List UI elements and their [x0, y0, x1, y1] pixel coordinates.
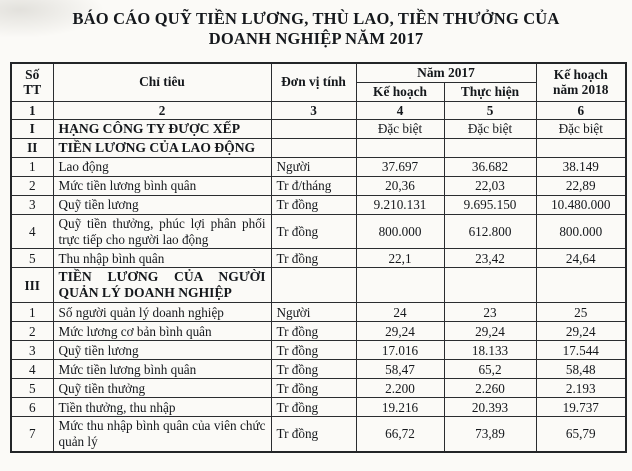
cell-ke-hoach-2017: 2.200 — [356, 379, 444, 398]
cell-ke-hoach-2018: 22,89 — [536, 177, 626, 196]
column-number: 3 — [271, 101, 356, 120]
cell-ke-hoach-2017: 66,72 — [356, 417, 444, 452]
cell-ke-hoach-2018: 19.737 — [536, 398, 626, 417]
cell-stt: II — [11, 139, 53, 158]
cell-stt: 2 — [11, 322, 53, 341]
cell-thuc-hien-2017: 9.695.150 — [444, 196, 536, 215]
cell-don-vi-tinh: Tr đồng — [271, 379, 356, 398]
cell-ke-hoach-2018: 17.544 — [536, 341, 626, 360]
header-ke-hoach-2018: Kế hoạch năm 2018 — [536, 63, 626, 101]
cell-ke-hoach-2018: 10.480.000 — [536, 196, 626, 215]
cell-stt: 1 — [11, 303, 53, 322]
cell-stt: 5 — [11, 249, 53, 268]
column-number-row — [11, 101, 626, 120]
cell-ke-hoach-2017: 37.697 — [356, 158, 444, 177]
cell-chi-tieu: Lao động — [53, 158, 271, 177]
cell-don-vi-tinh: Tr đồng — [271, 360, 356, 379]
cell-chi-tieu: Quỹ tiền thưởng — [53, 379, 271, 398]
cell-ke-hoach-2018: 25 — [536, 303, 626, 322]
cell-ke-hoach-2018 — [536, 139, 626, 158]
cell-stt: 1 — [11, 158, 53, 177]
cell-thuc-hien-2017: 65,2 — [444, 360, 536, 379]
cell-thuc-hien-2017 — [444, 139, 536, 158]
table-row — [11, 360, 626, 379]
cell-don-vi-tinh: Tr đồng — [271, 322, 356, 341]
cell-don-vi-tinh: Tr đồng — [271, 215, 356, 249]
cell-chi-tieu: TIỀN LƯƠNG CỦA NGƯỜI QUẢN LÝ DOANH NGHIỆP — [53, 268, 271, 303]
cell-ke-hoach-2017: 22,1 — [356, 249, 444, 268]
cell-chi-tieu: Tiền thưởng, thu nhập — [53, 398, 271, 417]
cell-don-vi-tinh: Tr đồng — [271, 196, 356, 215]
cell-stt: 7 — [11, 417, 53, 452]
cell-ke-hoach-2017: 20,36 — [356, 177, 444, 196]
table-row — [11, 417, 626, 452]
cell-thuc-hien-2017: 2.260 — [444, 379, 536, 398]
cell-ke-hoach-2017: 17.016 — [356, 341, 444, 360]
cell-ke-hoach-2017: 800.000 — [356, 215, 444, 249]
cell-thuc-hien-2017: 36.682 — [444, 158, 536, 177]
cell-don-vi-tinh: Tr đ/tháng — [271, 177, 356, 196]
cell-don-vi-tinh — [271, 268, 356, 303]
cell-stt: 4 — [11, 360, 53, 379]
cell-chi-tieu: Mức thu nhập bình quân của viên chức quản lý — [53, 417, 271, 452]
table-body — [11, 120, 626, 452]
cell-chi-tieu: Quỹ tiền lương — [53, 196, 271, 215]
cell-thuc-hien-2017: 20.393 — [444, 398, 536, 417]
cell-thuc-hien-2017: 23 — [444, 303, 536, 322]
cell-chi-tieu: Quỹ tiền lương — [53, 341, 271, 360]
cell-ke-hoach-2018: 58,48 — [536, 360, 626, 379]
cell-stt: 3 — [11, 341, 53, 360]
cell-chi-tieu: Số người quản lý doanh nghiệp — [53, 303, 271, 322]
cell-don-vi-tinh: Người — [271, 158, 356, 177]
cell-don-vi-tinh — [271, 120, 356, 139]
cell-stt: 4 — [11, 215, 53, 249]
cell-ke-hoach-2018: 800.000 — [536, 215, 626, 249]
table-row — [11, 268, 626, 303]
column-number: 5 — [444, 101, 536, 120]
cell-thuc-hien-2017: 18.133 — [444, 341, 536, 360]
header-don-vi-tinh: Đơn vị tính — [271, 63, 356, 101]
document-title — [0, 9, 632, 48]
table-row — [11, 139, 626, 158]
title-line-1: BÁO CÁO QUỸ TIỀN LƯƠNG, THÙ LAO, TIỀN THƯỞNG CỦA — [72, 9, 560, 28]
table-row — [11, 177, 626, 196]
cell-ke-hoach-2017: 19.216 — [356, 398, 444, 417]
cell-ke-hoach-2018: Đặc biệt — [536, 120, 626, 139]
cell-stt: III — [11, 268, 53, 303]
cell-stt: 3 — [11, 196, 53, 215]
cell-ke-hoach-2018: 38.149 — [536, 158, 626, 177]
cell-ke-hoach-2017: Đặc biệt — [356, 120, 444, 139]
cell-don-vi-tinh: Tr đồng — [271, 249, 356, 268]
cell-thuc-hien-2017: 22,03 — [444, 177, 536, 196]
cell-thuc-hien-2017 — [444, 268, 536, 303]
cell-ke-hoach-2017 — [356, 139, 444, 158]
table-row — [11, 158, 626, 177]
cell-ke-hoach-2017: 24 — [356, 303, 444, 322]
cell-ke-hoach-2017: 29,24 — [356, 322, 444, 341]
cell-ke-hoach-2017: 9.210.131 — [356, 196, 444, 215]
table-row — [11, 303, 626, 322]
table-row — [11, 120, 626, 139]
cell-ke-hoach-2018: 24,64 — [536, 249, 626, 268]
table-row — [11, 322, 626, 341]
column-number: 2 — [53, 101, 271, 120]
header-thuc-hien: Thực hiện — [444, 82, 536, 101]
cell-chi-tieu: Mức tiền lương bình quân — [53, 360, 271, 379]
header-chi-tieu: Chỉ tiêu — [53, 63, 271, 101]
cell-don-vi-tinh: Tr đồng — [271, 341, 356, 360]
header-stt: Số TT — [11, 63, 53, 101]
table-row — [11, 379, 626, 398]
cell-chi-tieu: HẠNG CÔNG TY ĐƯỢC XẾP — [53, 120, 271, 139]
table-row — [11, 215, 626, 249]
title-line-2: DOANH NGHIỆP NĂM 2017 — [208, 28, 424, 48]
cell-don-vi-tinh — [271, 139, 356, 158]
cell-ke-hoach-2017: 58,47 — [356, 360, 444, 379]
column-number: 4 — [356, 101, 444, 120]
table-row — [11, 398, 626, 417]
cell-stt: 6 — [11, 398, 53, 417]
cell-ke-hoach-2018: 65,79 — [536, 417, 626, 452]
table-row — [11, 196, 626, 215]
cell-ke-hoach-2018: 2.193 — [536, 379, 626, 398]
header-nam-2017: Năm 2017 — [356, 63, 536, 82]
cell-ke-hoach-2018: 29,24 — [536, 322, 626, 341]
column-number: 6 — [536, 101, 626, 120]
cell-chi-tieu: Thu nhập bình quân — [53, 249, 271, 268]
cell-thuc-hien-2017: 23,42 — [444, 249, 536, 268]
cell-ke-hoach-2017 — [356, 268, 444, 303]
cell-thuc-hien-2017: Đặc biệt — [444, 120, 536, 139]
cell-chi-tieu: TIỀN LƯƠNG CỦA LAO ĐỘNG — [53, 139, 271, 158]
cell-chi-tieu: Mức tiền lương bình quân — [53, 177, 271, 196]
cell-chi-tieu: Mức lương cơ bản bình quân — [53, 322, 271, 341]
cell-thuc-hien-2017: 612.800 — [444, 215, 536, 249]
column-number: 1 — [11, 101, 53, 120]
cell-don-vi-tinh: Tr đồng — [271, 417, 356, 452]
header-ke-hoach: Kế hoạch — [356, 82, 444, 101]
salary-report-table — [10, 62, 627, 453]
cell-don-vi-tinh: Người — [271, 303, 356, 322]
cell-stt: I — [11, 120, 53, 139]
cell-thuc-hien-2017: 73,89 — [444, 417, 536, 452]
cell-ke-hoach-2018 — [536, 268, 626, 303]
table-row — [11, 249, 626, 268]
cell-stt: 2 — [11, 177, 53, 196]
cell-chi-tieu: Quỹ tiền thưởng, phúc lợi phân phối trực tiếp cho người lao động — [53, 215, 271, 249]
cell-stt: 5 — [11, 379, 53, 398]
cell-thuc-hien-2017: 29,24 — [444, 322, 536, 341]
table-row — [11, 341, 626, 360]
cell-don-vi-tinh: Tr đồng — [271, 398, 356, 417]
header-row-1 — [11, 63, 626, 82]
